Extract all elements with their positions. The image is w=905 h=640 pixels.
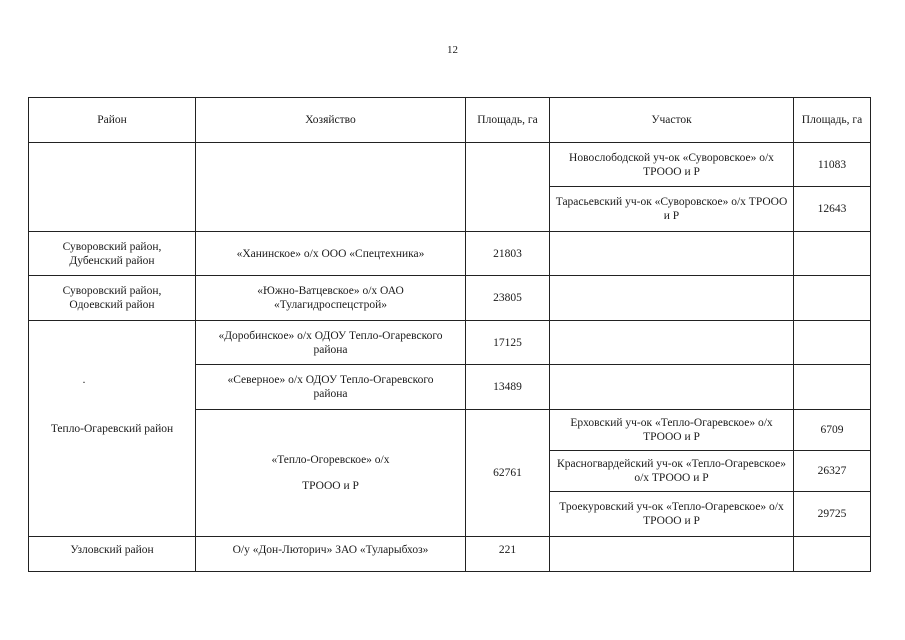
plot-area-cell: 6709 <box>794 410 871 451</box>
farm-line: «Северное» о/х ОДОУ Тепло-Огаревского <box>227 374 434 386</box>
plot-cell: Ерховский уч-ок «Тепло-Огаревское» о/х ТРООО и Р <box>550 410 794 451</box>
plot-cell-empty <box>550 232 794 276</box>
header-area: Площадь, га <box>466 98 550 143</box>
farm-line: «Доробинское» о/х ОДОУ Тепло-Огаревского <box>218 329 443 342</box>
district-line: Дубенский район <box>69 254 155 267</box>
district-line: Суворовский район, <box>62 240 162 253</box>
plot-cell: Красногвардейский уч-ок «Тепло-Огаревское» о/х ТРООО и Р <box>550 451 794 492</box>
table-row <box>29 537 871 572</box>
farm-line: района <box>313 388 348 400</box>
table-header-row <box>29 98 871 143</box>
table-row <box>29 143 871 187</box>
area-cell: 17125 <box>466 321 550 365</box>
farm-cell-empty <box>196 143 466 232</box>
area-cell-empty <box>466 143 550 232</box>
farm-line: «Тепло-Огоревское» о/х <box>271 454 390 466</box>
plot-cell-empty <box>550 276 794 321</box>
area-cell: 62761 <box>466 410 550 537</box>
farm-cell <box>196 276 466 321</box>
farm-line: «Тулагидроспецстрой» <box>274 299 387 311</box>
header-farm: Хозяйство <box>196 98 466 143</box>
plot-area-cell: 12643 <box>794 187 871 232</box>
district-cell: Тепло-Огаревский район <box>29 321 196 537</box>
area-cell: 23805 <box>466 276 550 321</box>
area-cell: 13489 <box>466 365 550 410</box>
table-row <box>29 321 871 365</box>
district-cell: Узловский район <box>29 537 196 572</box>
district-cell <box>29 276 196 321</box>
stray-mark: · <box>82 375 86 389</box>
plot-area-cell-empty <box>794 365 871 410</box>
plot-area-cell-empty <box>794 276 871 321</box>
farm-cell: «Ханинское» о/х ООО «Спецтехника» <box>196 232 466 276</box>
district-line: Одоевский район <box>69 299 155 311</box>
plot-cell: Троекуровский уч-ок «Тепло-Огаревское» о/х ТРООО и Р <box>550 492 794 537</box>
area-cell: 21803 <box>466 232 550 276</box>
district-cell <box>29 232 196 276</box>
page-number: 12 <box>447 44 458 56</box>
plot-cell: Новослободской уч-ок «Суворовское» о/х ТРООО и Р <box>550 143 794 187</box>
farm-cell: О/у «Дон-Люторич» ЗАО «Туларыбхоз» <box>196 537 466 572</box>
plot-area-cell: 29725 <box>794 492 871 537</box>
header-district: Район <box>29 98 196 143</box>
table-row <box>29 232 871 276</box>
farm-cell <box>196 365 466 410</box>
plot-cell-empty <box>550 321 794 365</box>
header-plot-area: Площадь, га <box>794 98 871 143</box>
farm-line: района <box>313 343 348 356</box>
plot-area-cell-empty <box>794 537 871 572</box>
plot-cell-empty <box>550 365 794 410</box>
plot-area-cell-empty <box>794 232 871 276</box>
farm-cell <box>196 321 466 365</box>
district-line: Суворовский район, <box>62 285 162 297</box>
plot-area-cell: 11083 <box>794 143 871 187</box>
district-cell-empty <box>29 143 196 232</box>
farm-line: «Южно-Ватцевское» о/х ОАО <box>257 285 404 297</box>
table-row <box>29 276 871 321</box>
plot-area-cell: 26327 <box>794 451 871 492</box>
header-plot: Участок <box>550 98 794 143</box>
plot-area-cell-empty <box>794 321 871 365</box>
farm-line: ТРООО и Р <box>302 480 359 492</box>
plot-cell: Тарасьевский уч-ок «Суворовское» о/х ТРООО и Р <box>550 187 794 232</box>
plot-cell-empty <box>550 537 794 572</box>
farm-cell <box>196 410 466 537</box>
area-cell: 221 <box>466 537 550 572</box>
land-table <box>28 97 871 572</box>
